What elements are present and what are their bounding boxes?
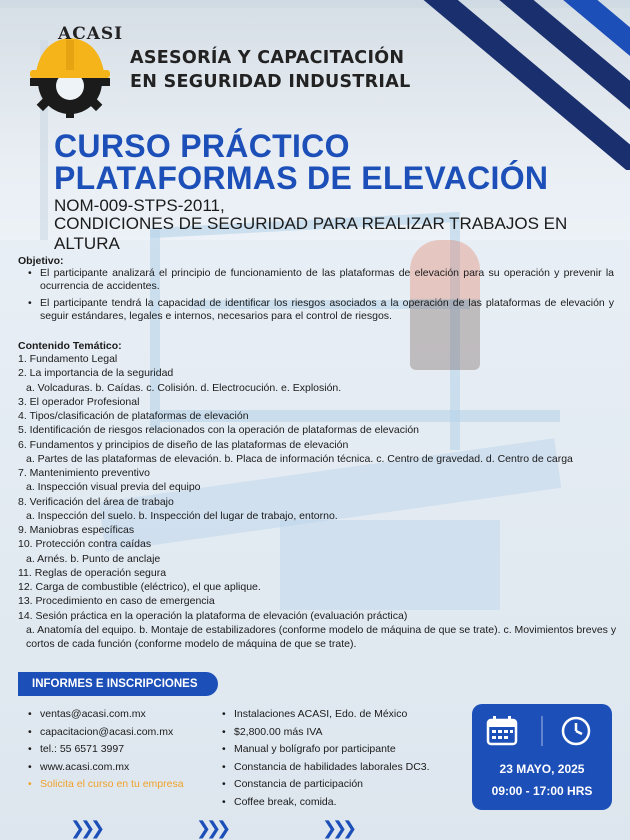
objective-title: Objetivo: [18,255,64,267]
chevron-right-icon: ❯❯❯ [70,818,101,839]
topic-item: 13. Procedimiento en caso de emergencia [18,595,215,608]
email-training-link[interactable]: • capacitacion@acasi.com.mx [28,724,184,742]
detail-item: • $2,800.00 más IVA [222,724,430,742]
topic-item: 2. La importancia de la seguridad [18,367,174,380]
topic-subitem: a. Partes de las plataformas de elevación. b. Placa de información técnica. c. Centro de gravedad. d. Centro de carga [26,452,573,465]
topic-item: 9. Maniobras específicas [18,524,135,536]
topic-item: 14. Sesión práctica en la operación la plataforma de elevación (evaluación práctica) [18,609,408,622]
calendar-icon [488,716,516,744]
topic-subitem: a. Inspección visual previa del equipo [26,481,201,494]
objective-item: • El participante analizará el principio de funcionamiento de las plataformas de elevación para su operación y prevenir la ocurrencia de accidentes. [28,267,614,292]
topic-item: 4. Tipos/clasificación de plataformas de elevación [18,410,249,422]
topic-item: 1. Fundamento Legal [18,353,118,365]
topic-item: 11. Reglas de operación segura [18,566,167,579]
company-name [130,46,411,94]
topic-subitem: a. Inspección del suelo. b. Inspección del lugar de trabajo, entorno. [26,509,338,522]
topic-item: 8. Verificación del área de trabajo [18,495,174,508]
request-course-link[interactable]: • Solicita el curso en tu empresa [28,776,184,794]
topic-subitem: a. Anatomía del equipo. b. Montaje de estabilizadores (conforme modelo de máquina de que se trate). c. Movimientos breves y cortos de cada función (conforme modelo de máquina de que se trate). [26,623,617,650]
course-date: 23 MAYO, 2025 [499,762,585,776]
schedule-box [472,704,612,810]
clock-icon [563,718,589,744]
topic-item: 10. Protección contra caídas [18,538,152,551]
course-details-list [222,706,430,812]
topic-item: 3. El operador Profesional [18,395,140,408]
company-line1: ASESORÍA Y CAPACITACIÓN [130,48,405,68]
email-sales-link[interactable]: • ventas@acasi.com.mx [28,706,184,724]
detail-item: • Manual y bolígrafo por participante [222,741,430,759]
schedule-icons [472,714,612,748]
chevron-right-icon: ❯❯❯ [322,818,353,839]
contents-title: Contenido Temático: [18,340,122,352]
acasi-logo [22,10,124,120]
detail-item: • Instalaciones ACASI, Edo. de México [222,706,430,724]
course-norm: NOM-009-STPS-2011, [54,196,225,215]
course-norm-description: CONDICIONES DE SEGURIDAD PARA REALIZAR TRABAJOS EN ALTURA [54,214,568,253]
topic-subitem: a. Volcaduras. b. Caídas. c. Colisión. d. Electrocución. e. Explosión. [26,381,342,394]
topic-item: 12. Carga de combustible (eléctrico), el que aplique. [18,581,261,593]
course-title-line1: CURSO PRÁCTICO [54,128,350,164]
topic-subitem: a. Arnés. b. Punto de anclaje [26,552,161,565]
detail-item: • Coffee break, comida. [222,794,430,812]
info-header: INFORMES E INSCRIPCIONES [18,672,218,696]
topic-list [18,352,618,651]
detail-item: • Constancia de participación [222,776,430,794]
course-hours: 09:00 - 17:00 HRS [491,784,593,798]
topic-item: 5. Identificación de riesgos relacionados con la operación de plataformas de elevación [18,424,419,437]
phone-number[interactable]: • tel.: 55 6571 3997 [28,741,184,759]
objective-list [28,267,614,327]
chevron-right-icon: ❯❯❯ [196,818,227,839]
company-line2: EN SEGURIDAD INDUSTRIAL [130,72,411,92]
course-title-line2: PLATAFORMAS DE ELEVACIÓN [54,160,549,196]
contact-list [28,706,184,794]
logo-text: ACASI [58,24,124,44]
topic-item: 7. Mantenimiento preventivo [18,467,150,479]
website-link[interactable]: • www.acasi.com.mx [28,759,184,777]
objective-item: • El participante tendrá la capacidad de identificar los riesgos asociados a la operación de las plataformas de elevación y seguir estándares, legales e internos, necesarios para el control de riesgos. [28,297,614,322]
detail-item: • Constancia de habilidades laborales DC3. [222,759,430,777]
topic-item: 6. Fundamentos y principios de diseño de las plataformas de elevación [18,438,349,451]
